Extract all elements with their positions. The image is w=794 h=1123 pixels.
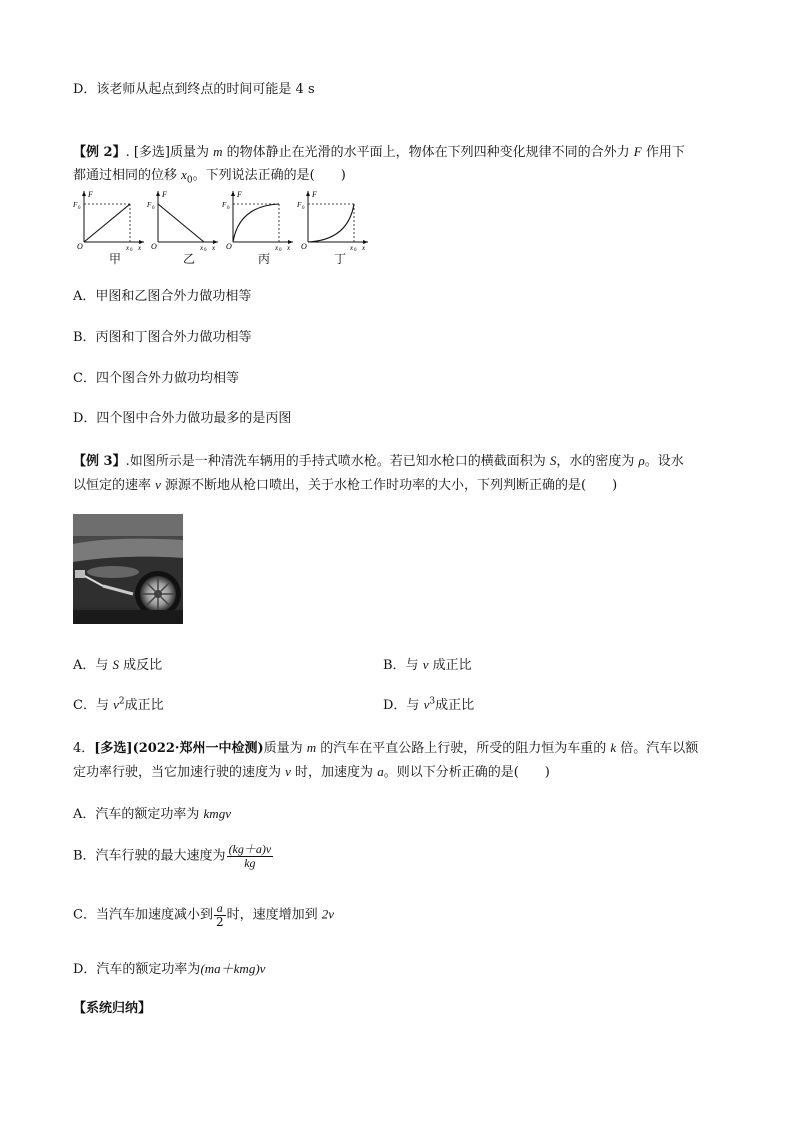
example-2-option-a: A．甲图和乙图合外力做功相等 bbox=[73, 289, 252, 304]
graph-label-jia: 甲 bbox=[108, 252, 121, 266]
question-4-header: [多选](2022·郑州一中检测) bbox=[94, 741, 264, 756]
svg-text:F: F bbox=[312, 190, 317, 199]
question-4-option-c: C．当汽车加速度减小到 $\frac{a}{2}$ 时，速度增加到 2v bbox=[73, 901, 335, 929]
svg-text:0: 0 bbox=[354, 248, 357, 253]
svg-text:F: F bbox=[237, 190, 242, 199]
question-4-option-d: D．汽车的额定功率为(ma＋kmg)v bbox=[73, 961, 266, 977]
graph-bing bbox=[221, 188, 297, 253]
example-3-option-c: C．与 $v^2$成正比 bbox=[73, 696, 164, 713]
svg-text:O: O bbox=[301, 242, 307, 251]
svg-text:x: x bbox=[126, 244, 130, 252]
example-2-option-c: C．四个图合外力做功均相等 bbox=[73, 371, 239, 386]
example-2-option-b: B．丙图和丁图合外力做功相等 bbox=[73, 330, 252, 345]
prev-option-d: D．该老师从起点到终点的时间可能是 4 s bbox=[73, 82, 315, 97]
graph-yi-curve bbox=[158, 204, 204, 242]
svg-text:0: 0 bbox=[204, 248, 207, 253]
graph-label-bing: 丙 bbox=[257, 252, 270, 266]
question-4-line-2: 定功率行驶，当它加速行驶的速度为 v 时，加速度为 a。则以下分析正确的是( ) bbox=[73, 764, 550, 780]
question-4-line-1: 4．[多选](2022·郑州一中检测)质量为 m 的汽车在平直公路上行驶，所受的阻力恒为车重的 k 倍。汽车以额 bbox=[73, 740, 699, 756]
svg-text:x: x bbox=[275, 244, 279, 252]
svg-text:x: x bbox=[138, 244, 142, 252]
graph-label-yi: 乙 bbox=[182, 252, 195, 266]
graph-ding-curve bbox=[308, 204, 354, 242]
question-4-option-b: B．汽车行驶的最大速度为 $\frac{(kg+a)v}{kg}$ bbox=[73, 842, 272, 870]
svg-text:0: 0 bbox=[130, 248, 133, 253]
graph-jia-curve bbox=[84, 204, 130, 242]
example-2-tag: 【例 2】 bbox=[73, 145, 126, 160]
car-wash-photo bbox=[73, 514, 183, 624]
svg-text:O: O bbox=[151, 242, 157, 251]
example-3-option-d: D．与 $v^3$成正比 bbox=[383, 696, 475, 713]
example-2-line-2: 都通过相同的位移 $x_0$。下列说法正确的是( ) bbox=[73, 167, 346, 186]
svg-text:0: 0 bbox=[279, 248, 282, 253]
svg-text:F: F bbox=[88, 190, 93, 199]
svg-text:x: x bbox=[350, 244, 354, 252]
graph-label-ding: 丁 bbox=[333, 252, 346, 266]
graph-yi bbox=[146, 188, 222, 253]
example-3-option-a: A．与 S 成反比 bbox=[73, 657, 163, 673]
example-3-line-2: 以恒定的速率 v 源源不断地从枪口喷出，关于水枪工作时功率的大小，下列判断正确的是( ) bbox=[73, 477, 618, 493]
graph-bing-curve bbox=[233, 204, 279, 242]
svg-text:F: F bbox=[73, 201, 78, 209]
svg-text:O: O bbox=[226, 242, 232, 251]
svg-text:x: x bbox=[200, 244, 204, 252]
svg-text:F: F bbox=[222, 201, 227, 209]
graph-ding bbox=[296, 188, 372, 253]
svg-text:F: F bbox=[162, 190, 167, 199]
max-speed-fraction: $\frac{(kg+a)v}{kg}$ bbox=[228, 842, 272, 870]
graph-jia bbox=[72, 188, 148, 253]
svg-text:O: O bbox=[77, 242, 83, 251]
example-3-option-b: B．与 v 成正比 bbox=[383, 657, 472, 673]
svg-text:0: 0 bbox=[78, 206, 81, 211]
svg-text:0: 0 bbox=[152, 206, 155, 211]
example-2-line-1: 【例 2】. [多选]质量为 m 的物体静止在光滑的水平面上，物体在下列四种变化规律不同的合外力 F 作用下 bbox=[73, 144, 685, 160]
svg-text:x: x bbox=[362, 244, 366, 252]
svg-text:0: 0 bbox=[302, 206, 305, 211]
svg-text:x: x bbox=[212, 244, 216, 252]
example-2-option-d: D．四个图中合外力做功最多的是丙图 bbox=[73, 411, 292, 426]
question-4-option-a: A．汽车的额定功率为 kmgv bbox=[73, 806, 231, 822]
half-a-fraction: $\frac{a}{2}$ bbox=[215, 901, 224, 929]
example-3-line-1: 【例 3】.如图所示是一种清洗车辆用的手持式喷水枪。若已知水枪口的横截面积为 S，水的密度为 ρ。设水 bbox=[73, 453, 684, 469]
summary-heading: 【系统归纳】 bbox=[73, 1001, 152, 1016]
svg-text:x: x bbox=[287, 244, 291, 252]
svg-text:F: F bbox=[147, 201, 152, 209]
svg-text:F: F bbox=[297, 201, 302, 209]
example-3-tag: 【例 3】 bbox=[73, 454, 126, 469]
svg-text:0: 0 bbox=[227, 206, 230, 211]
